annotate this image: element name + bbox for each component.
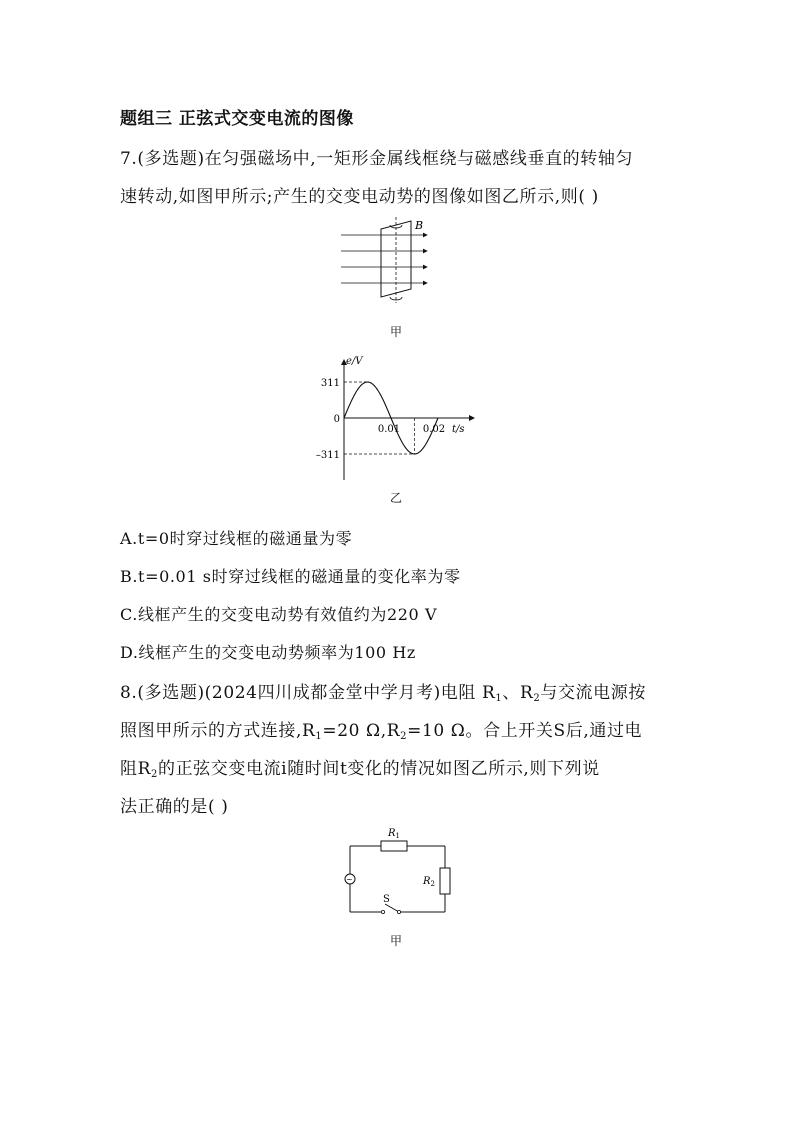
switch-s [385, 904, 399, 912]
option-b: B.t=0.01 s时穿过线框的磁通量的变化率为零 [120, 567, 461, 586]
y-tick-neg311: –311 [315, 450, 340, 461]
resistor-r1 [381, 841, 407, 851]
circuit-caption: 甲 [390, 934, 403, 948]
ac-source-symbol: ~ [346, 875, 353, 884]
option-d: D.线框产生的交变电动势频率为100 Hz [120, 643, 416, 662]
rotating-frame-diagram [325, 215, 445, 305]
q8-stem-line4: 法正确的是( ) [120, 797, 229, 817]
fig1-caption: 甲 [390, 325, 403, 339]
r1-label: $R_1$ [388, 828, 400, 840]
emf-chart [312, 352, 492, 487]
circuit-diagram [335, 822, 465, 922]
fig2-caption: 乙 [390, 491, 403, 505]
y-tick-311: 311 [320, 378, 340, 389]
x-tick-0.02: 0.02 [422, 424, 446, 435]
x-tick-0.01: 0.01 [377, 424, 401, 435]
y-axis-label: e/V [346, 356, 363, 367]
x-axis-label: t/s [452, 424, 465, 435]
q8-stem-line2: 照图甲所示的方式连接$,R_1=20$ $\Omega,R_2=10$ Ω。合上开关S后,通过电 [120, 721, 643, 742]
y-tick-0: 0 [333, 414, 340, 425]
option-c: C.线框产生的交变电动势有效值约为220 V [120, 605, 438, 624]
q8-stem-line1: 8.(多选题)(2024四川成都金堂中学月考)电阻 $R_1$、$R_2$与交流电源按 [120, 683, 646, 704]
switch-label: S [383, 894, 390, 905]
r2-label: $R_2$ [423, 876, 435, 888]
q8-stem-line3: 阻$R_2$的正弦交变电流i随时间t变化的情况如图乙所示,则下列说 [120, 759, 600, 780]
q7-stem-line1: 7.(多选题)在匀强磁场中,一矩形金属线框绕与磁感线垂直的转轴匀 [120, 149, 634, 169]
section-title: 题组三 正弦式交变电流的图像 [120, 109, 354, 129]
resistor-r2 [440, 868, 450, 894]
magnetic-field-lines [341, 235, 427, 283]
field-label-B: B [415, 219, 424, 232]
option-a: A.t=0时穿过线框的磁通量为零 [120, 529, 353, 548]
q7-stem-line2: 速转动,如图甲所示;产生的交变电动势的图像如图乙所示,则( ) [120, 187, 599, 207]
